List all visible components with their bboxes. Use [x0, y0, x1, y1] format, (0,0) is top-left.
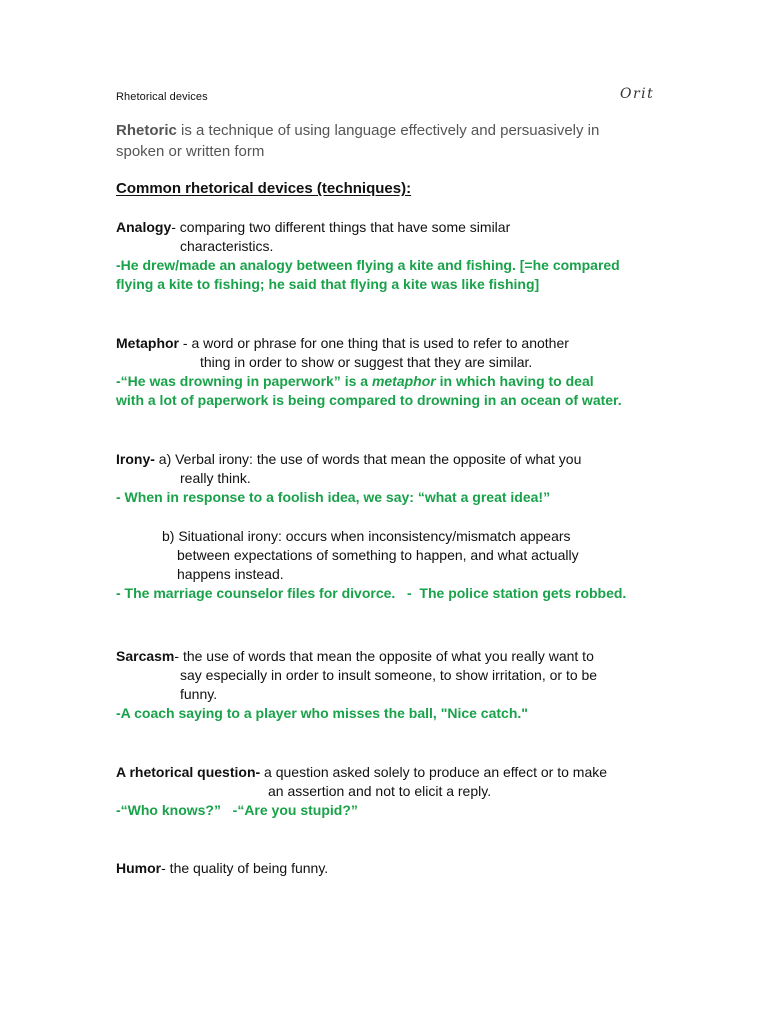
metaphor-def-line-1 — [116, 334, 696, 353]
entry-rhetorical-question — [116, 763, 696, 820]
metaphor-term: Metaphor — [116, 335, 179, 351]
situational-irony-line-2: between expectations of something to happen, and what actually — [177, 547, 579, 563]
sarcasm-def-line-1 — [116, 647, 696, 666]
analogy-example-1: -He drew/made an analogy between flying a kite and fishing. [=he compared — [116, 257, 620, 273]
situational-irony-line-1: b) Situational irony: occurs when inconsistency/mismatch appears — [162, 528, 571, 544]
rq-def-line-2: an assertion and not to elicit a reply. — [268, 783, 492, 799]
sarcasm-def-1: - the use of words that mean the opposite of what you really want to — [174, 648, 594, 664]
analogy-term: Analogy — [116, 219, 172, 235]
sarcasm-def-line-2: say especially in order to insult someone, to show irritation, or to be — [180, 667, 598, 683]
analogy-def-1: - comparing two different things that have some similar — [171, 219, 511, 235]
section-heading: Common rhetorical devices (techniques): — [116, 180, 412, 197]
metaphor-example-1 — [116, 372, 696, 391]
sarcasm-example: -A coach saying to a player who misses the ball, "Nice catch." — [116, 705, 528, 721]
entry-sarcasm — [116, 647, 696, 723]
sarcasm-def-line-3: funny. — [180, 686, 218, 702]
metaphor-example-1c: in which having to deal — [435, 373, 594, 389]
rq-example: -“Who knows?” -“Are you stupid?” — [116, 802, 358, 818]
metaphor-def-line-2: thing in order to show or suggest that they are similar. — [200, 354, 533, 370]
sarcasm-term: Sarcasm — [116, 648, 175, 664]
metaphor-example-2: with a lot of paperwork is being compared to drowning in an ocean of water. — [116, 392, 622, 408]
entry-situational-irony — [116, 527, 696, 603]
irony-term: Irony- — [116, 451, 155, 467]
rq-def-1: a question asked solely to produce an effect or to make — [260, 764, 608, 780]
humor-def-line-1 — [116, 859, 696, 878]
rq-def-line-1 — [116, 763, 696, 782]
humor-def-1: - the quality of being funny. — [161, 860, 329, 876]
situational-irony-example: - The marriage counselor files for divorce. - The police station gets robbed. — [116, 585, 627, 601]
metaphor-example-1a: -“He was drowning in paperwork” is a — [116, 373, 372, 389]
irony-def-line-1 — [116, 450, 696, 469]
metaphor-example-1b: metaphor — [371, 373, 436, 389]
metaphor-def-1: - a word or phrase for one thing that is used to refer to another — [179, 335, 569, 351]
intro-text-1: is a technique of using language effectively and persuasively in — [176, 122, 600, 139]
entry-humor — [116, 859, 696, 878]
intro-paragraph — [116, 120, 676, 162]
irony-def-line-2: really think. — [180, 470, 251, 486]
intro-line-1 — [116, 120, 676, 141]
analogy-example-2: flying a kite to fishing; he said that flying a kite was like fishing] — [116, 276, 540, 292]
entry-irony — [116, 450, 696, 507]
document-title: Rhetorical devices — [116, 91, 208, 103]
analogy-def-line-2: characteristics. — [180, 238, 274, 254]
author-signature: Orit — [620, 86, 655, 102]
entry-metaphor — [116, 334, 696, 410]
rq-term: A rhetorical question- — [116, 764, 261, 780]
humor-term: Humor — [116, 860, 162, 876]
entry-analogy — [116, 218, 696, 294]
irony-def-1: a) Verbal irony: the use of words that mean the opposite of what you — [154, 451, 582, 467]
intro-line-2: spoken or written form — [116, 143, 265, 160]
situational-irony-line-3: happens instead. — [177, 566, 284, 582]
intro-term: Rhetoric — [116, 122, 177, 139]
irony-example-1: - When in response to a foolish idea, we say: “what a great idea!” — [116, 489, 551, 505]
analogy-def-line-1 — [116, 218, 696, 237]
